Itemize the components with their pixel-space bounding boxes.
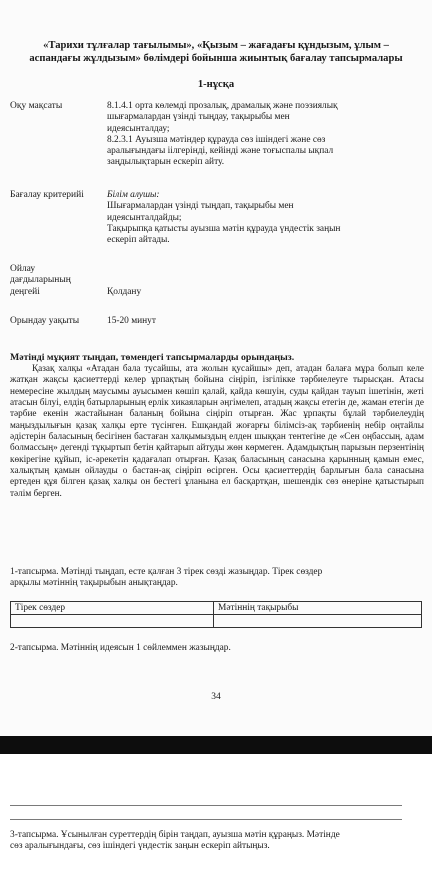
goal-line: 8.1.4.1 орта көлемді прозалық, драмалық және поэзиялық	[107, 101, 338, 111]
listening-heading: Мәтінді мұқият тыңдап, төмендегі тапсырмаларды орындаңыз.	[10, 352, 295, 363]
task-2: 2-тапсырма. Мәтіннің идеясын 1 сөйлеммен жазыңдар.	[10, 643, 231, 653]
answer-line	[10, 805, 402, 806]
table-answer-row	[11, 615, 422, 628]
topic-answer-cell[interactable]	[214, 615, 422, 628]
page-title	[14, 40, 418, 65]
goal-line: 8.2.3.1 Ауызша мәтіндер құрауда сөз ішіндегі және сөз	[107, 134, 326, 145]
criteria-label: Бағалау критерийі	[10, 190, 84, 200]
time-value: 15-20 минут	[107, 316, 156, 326]
task-3-line: 3-тапсырма. Ұсынылған суреттердің бірін таңдап, ауызша мәтін құраңыз. Мәтінде	[10, 830, 340, 840]
keywords-answer-cell[interactable]	[11, 615, 214, 628]
page-separator-band	[0, 736, 432, 754]
thinking-label-line: деңгейі	[10, 286, 40, 297]
goal-label: Оқу мақсаты	[10, 101, 63, 111]
thinking-value: Қолдану	[107, 287, 142, 297]
goal-line: аралығындағы іілгерінді, кейінді және тоғыспалы ықпал	[107, 146, 334, 157]
table-header-row	[11, 602, 422, 615]
thinking-label-line: дағдыларының	[10, 275, 71, 286]
criteria-line: Шығармалардан үзінді тыңдап, тақырыбы мен	[107, 201, 294, 212]
task-1-table	[10, 601, 422, 628]
goal-value	[107, 101, 407, 169]
variant-label: 1-нұсқа	[197, 79, 235, 90]
task-1	[10, 567, 420, 590]
title-line-1: «Тарихи тұлғалар тағылымы», «Қызым – жағадағы құндызым, ұлым –	[43, 40, 389, 51]
page-number: 34	[211, 692, 221, 702]
goal-line: идеясынталдау;	[107, 123, 170, 134]
topic-column-header: Мәтіннің тақырыбы	[214, 602, 422, 615]
criteria-subheading: Білім алушы:	[107, 190, 160, 200]
task-3-line: сөз аралығындағы, сөз ішіндегі үндестік заңын ескеріп айтыңыз.	[10, 841, 270, 852]
criteria-line: Тақырыпқа қатысты ауызша мәтін құрауда үндестік заңын	[107, 223, 341, 234]
listening-text: Қазақ халқы «Атадан бала тусайшы, ата жолын қусайшы» деп, атадан балаға мұра болып келе жатқан жақсы қасиеттерді келер ұрпақтың бойына сіңіріп, ізгілікке тәрбиелеуге тырысқан. Атасы немересіне жылдың маусымы ауысымен көшіп қалай, қайда көшуін, суды қайдан тауып ішетінін, жеті атасын білуі, елдің батырларының ерлік хикаяларын әңгімелеп, атадың жақсы етегін де, жаман етегін де тәрбие екенін жастайынан баланың бойына сіңіріп отырған. Жас ұрпақты бұлай тәрбиелеудің маңыздылығын қазақ халқы ерте түсінген. Ешқандай жоғарғы білімсіз-ақ тәрбиенің небір оңтайлы әдістерін баласының бесігінен бастаған халқымыздың елден шыққан тентегіне де «Сен оңбассың, адам болмассың» дегенді тұқыртып бетін қайтарып айтуды жөн көрмеген. Адамдықтың парызын перзентінің көкірегіне құйып, іс-әрекетін қадағалап отырған. Қазақ баласының санасына қарынның қамын емес, халықтың қамын ойлауды о бастан-ақ сіңіріп өсірген. Осы қасиеттердің барлығын бала санасына ертеден құя білген қазақ халқы он бестегі ұланына ел басқартқан, шешендік сөз өнеріне қатыстырып тәлім берген.	[10, 364, 424, 499]
time-label: Орындау уақыты	[10, 316, 80, 326]
task-1-line: 1-тапсырма. Мәтінді тыңдап, есте қалған 3 тірек сөзді жазыңдар. Тірек сөздер	[10, 567, 323, 577]
criteria-line: ескеріп айтады.	[107, 235, 170, 246]
keywords-column-header: Тірек сөздер	[11, 602, 214, 615]
thinking-label	[10, 264, 71, 298]
title-line-2: аспандағы жұлдызым» бөлімдері бойынша жиынтық бағалау тапсырмалары	[29, 52, 403, 64]
criteria-value	[107, 190, 407, 246]
task-3	[10, 830, 424, 853]
task-1-line: арқылы мәтіннің тақырыбын анықтаңдар.	[10, 578, 178, 589]
criteria-line: идеясынталдайды;	[107, 212, 182, 223]
answer-line	[10, 819, 402, 820]
thinking-label-line: Ойлау	[10, 264, 36, 274]
goal-line: шығармалардан үзінді тыңдау, тақырыбы мен	[107, 112, 290, 123]
goal-line: заңдылықтарын ескеріп айту.	[107, 157, 225, 168]
